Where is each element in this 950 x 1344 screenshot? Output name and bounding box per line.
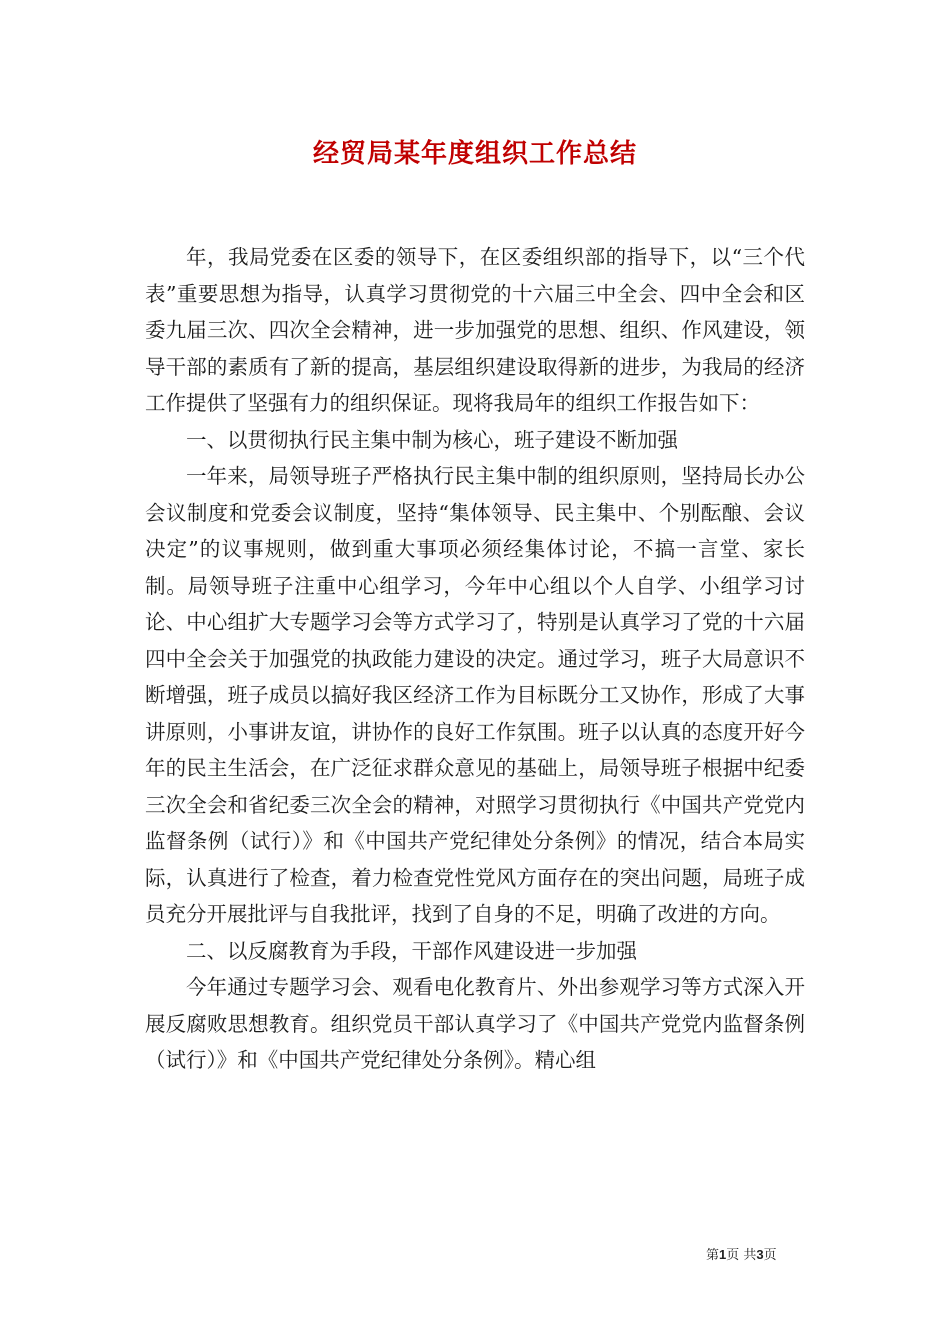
total-pages-number: 3: [756, 1247, 764, 1262]
page-footer: [706, 1244, 777, 1263]
paragraph-section-1: 一年来，局领导班子严格执行民主集中制的组织原则，坚持局长办公会议制度和党委会议制度，坚持“集体领导、民主集中、个别酝酿、会议决定”的议事规则，做到重大事项必须经集体讨论，不搞一言堂、家长制。局领导班子注重中心组学习，今年中心组以个人自学、小组学习讨论、中心组扩大专题学习会等方式学习了，特别是认真学习了党的十六届四中全会关于加强党的执政能力建设的决定。通过学习，班子大局意识不断增强，班子成员以搞好我区经济工作为目标既分工又协作，形成了大事讲原则，小事讲友谊，讲协作的良好工作氛围。班子以认真的态度开好今年的民主生活会，在广泛征求群众意见的基础上，局领导班子根据中纪委三次全会和省纪委三次全会的精神，对照学习贯彻执行《中国共产党党内监督条例（试行）》和《中国共产党纪律处分条例》的情况，结合本局实际，认真进行了检查，着力检查党性党风方面存在的突出问题，局班子成员充分开展批评与自我批评，找到了自身的不足，明确了改进的方向。: [145, 464, 805, 926]
section-heading-2: 二、以反腐教育为手段，干部作风建设进一步加强: [186, 938, 637, 963]
footer-suffix: 页: [763, 1248, 777, 1263]
footer-prefix: 第: [706, 1248, 720, 1263]
current-page-number: 1: [719, 1247, 727, 1262]
paragraph-section-2: 今年通过专题学习会、观看电化教育片、外出参观学习等方式深入开展反腐败思想教育。组织党员干部认真学习了《中国共产党党内监督条例（试行）》和《中国共产党纪律处分条例》。精心组: [145, 975, 805, 1072]
paragraph-intro: 年，我局党委在区委的领导下，在区委组织部的指导下，以“三个代表”重要思想为指导，认真学习贯彻党的十六届三中全会、四中全会和区委九届三次、四次全会精神，进一步加强党的思想、组织、作风建设，领导干部的素质有了新的提高，基层组织建设取得新的进步，为我局的经济工作提供了坚强有力的组织保证。现将我局年的组织工作报告如下：: [145, 245, 805, 415]
document-body: [145, 239, 805, 1079]
document-title: 经贸局某年度组织工作总结: [312, 139, 637, 169]
footer-middle: 页 共: [726, 1248, 757, 1263]
section-heading-1: 一、以贯彻执行民主集中制为核心，班子建设不断加强: [186, 427, 678, 452]
